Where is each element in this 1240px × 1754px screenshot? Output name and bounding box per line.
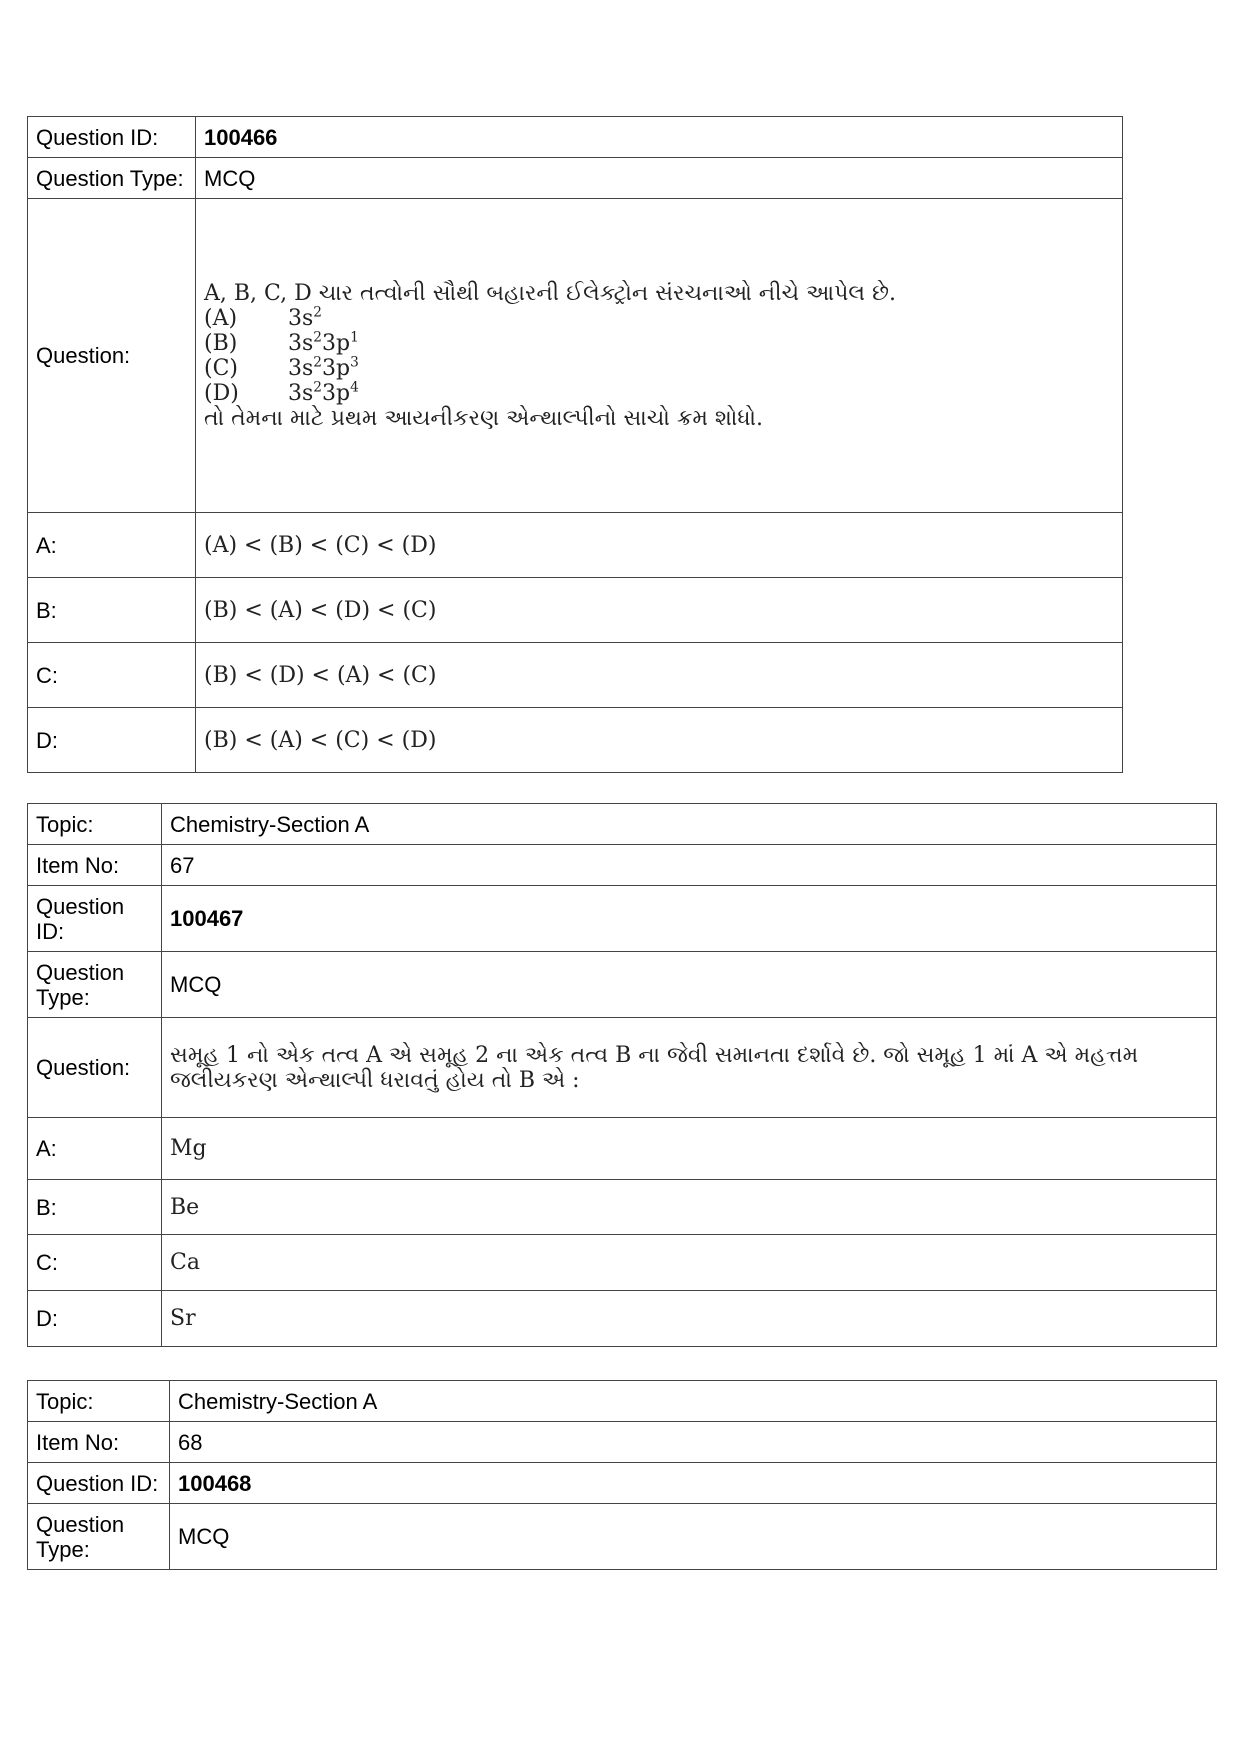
row-option-a [28, 513, 1123, 578]
label-item-no: Item No: [28, 845, 162, 886]
row-item-no [28, 845, 1217, 886]
question-id-value: 100467 [162, 886, 1217, 952]
label-question-id: Question ID: [28, 886, 162, 952]
row-question-id [28, 117, 1123, 158]
row-option-b [28, 578, 1123, 643]
row-question-type [28, 952, 1217, 1018]
row-question-type [28, 1504, 1217, 1570]
row-option-a [28, 1118, 1217, 1180]
config-line-b: (B) $3s^23p^1$ [204, 329, 359, 356]
label-option-c: C: [28, 643, 196, 708]
option-d-value: (B) < (A) < (C) < (D) [196, 708, 1123, 773]
question-id-value: 100466 [196, 117, 1123, 158]
option-a-value: Mg [162, 1118, 1217, 1180]
option-d-value: Sr [162, 1291, 1217, 1347]
row-option-d [28, 1291, 1217, 1347]
question-table-100467 [27, 803, 1217, 1347]
label-question: Question: [28, 199, 196, 513]
row-question [28, 199, 1123, 513]
row-topic [28, 1381, 1217, 1422]
row-question [28, 1018, 1217, 1118]
option-c-value: Ca [162, 1235, 1217, 1291]
label-question-type: Question Type: [28, 952, 162, 1018]
label-option-d: D: [28, 1291, 162, 1347]
label-question-id: Question ID: [28, 1463, 170, 1504]
row-question-id [28, 1463, 1217, 1504]
label-question: Question: [28, 1018, 162, 1118]
option-b-value: Be [162, 1180, 1217, 1235]
question-type-value: MCQ [196, 158, 1123, 199]
question-outro: તો તેમના માટે પ્રથમ આયનીકરણ એન્થાલ્પીનો સાચો ક્રમ શોધો. [204, 405, 764, 431]
item-no-value: 68 [170, 1422, 1217, 1463]
label-option-c: C: [28, 1235, 162, 1291]
question-type-value: MCQ [162, 952, 1217, 1018]
option-b-value: (B) < (A) < (D) < (C) [196, 578, 1123, 643]
topic-value: Chemistry-Section A [170, 1381, 1217, 1422]
question-type-value: MCQ [170, 1504, 1217, 1570]
row-item-no [28, 1422, 1217, 1463]
label-option-b: B: [28, 1180, 162, 1235]
row-option-d [28, 708, 1123, 773]
label-option-a: A: [28, 513, 196, 578]
row-option-b [28, 1180, 1217, 1235]
row-topic [28, 804, 1217, 845]
label-topic: Topic: [28, 1381, 170, 1422]
label-item-no: Item No: [28, 1422, 170, 1463]
label-option-b: B: [28, 578, 196, 643]
question-intro: A, B, C, D ચાર તત્વોની સૌથી બહારની ઈલેક્ટ્રોન સંરચનાઓ નીચે આપેલ છે. [204, 280, 896, 306]
topic-value: Chemistry-Section A [162, 804, 1217, 845]
question-table-100466 [27, 116, 1123, 773]
item-no-value: 67 [162, 845, 1217, 886]
row-option-c [28, 1235, 1217, 1291]
question-body: સમૂહ 1 નો એક તત્વ A એ સમૂહ 2 ના એક તત્વ B ના જેવી સમાનતા દર્શાવે છે. જો સમૂહ 1 માં A એ મહત્તમ જલીયકરણ એન્થાલ્પી ધરાવતું હોય તો B એ : [162, 1018, 1217, 1118]
question-table-100468 [27, 1380, 1217, 1570]
question-id-value: 100468 [170, 1463, 1217, 1504]
config-line-a: (A) $3s^2$ [204, 304, 322, 331]
option-a-value: (A) < (B) < (C) < (D) [196, 513, 1123, 578]
label-option-d: D: [28, 708, 196, 773]
row-option-c [28, 643, 1123, 708]
row-question-id [28, 886, 1217, 952]
option-c-value: (B) < (D) < (A) < (C) [196, 643, 1123, 708]
label-topic: Topic: [28, 804, 162, 845]
row-question-type [28, 158, 1123, 199]
config-line-c: (C) $3s^23p^3$ [204, 354, 359, 381]
config-line-d: (D) $3s^23p^4$ [204, 379, 359, 406]
question-body [196, 199, 1123, 513]
label-option-a: A: [28, 1118, 162, 1180]
label-question-id: Question ID: [28, 117, 196, 158]
label-question-type: Question Type: [28, 1504, 170, 1570]
label-question-type: Question Type: [28, 158, 196, 199]
